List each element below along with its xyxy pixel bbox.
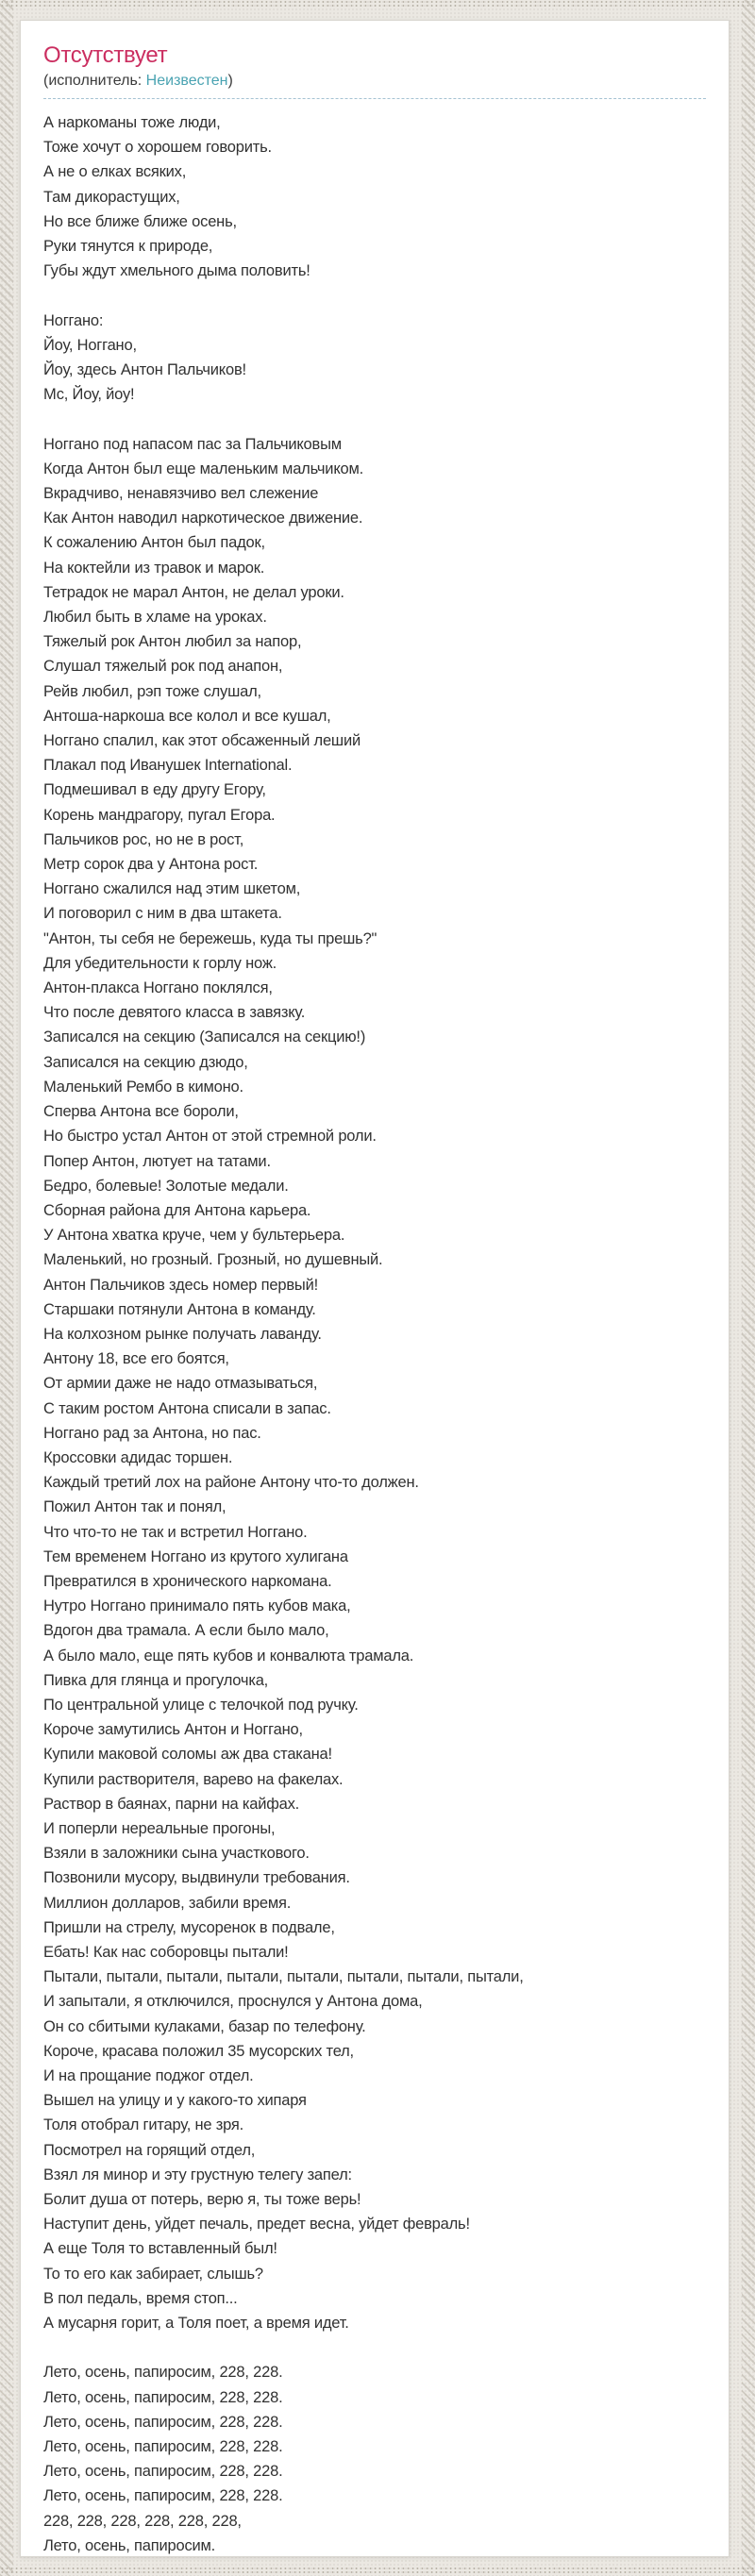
lyric-line: Рейв любил, рэп тоже слушал, (43, 682, 261, 700)
lyric-line: Но все ближе ближе осень, (43, 212, 237, 230)
lyric-line: Маленький, но грозный. Грозный, но душевный. (43, 1251, 383, 1269)
lyric-line: А не о елках всяких, (43, 163, 187, 181)
lyric-line: Пожил Антон так и понял, (43, 1498, 226, 1516)
texture-bottom-edge (0, 2567, 755, 2574)
lyric-line: Лето, осень, папиросим. (43, 2536, 216, 2554)
lyric-line: Антон Пальчиков здесь номер первый! (43, 1276, 318, 1294)
lyric-line: Любил быть в хламе на уроках. (43, 609, 267, 627)
lyric-line: Плакал под Иванушек International. (43, 757, 293, 775)
lyric-line: Болит душа от потерь, верю я, ты тоже верь! (43, 2191, 361, 2209)
lyric-line: Он со сбитыми кулаками, базар по телефону. (43, 2017, 366, 2035)
lyric-line: Как Антон наводил наркотическое движение. (43, 510, 363, 527)
performer-close-paren: ) (227, 73, 233, 89)
lyric-line: Пытали, пытали, пытали, пытали, пытали, пытали, пытали, пытали, (43, 1968, 524, 1986)
dotted-separator (43, 98, 706, 99)
lyric-line: А еще Толя то вставленный был! (43, 2240, 277, 2258)
lyric-line: И запытали, я отключился, проснулся у Антона дома, (43, 1993, 423, 2011)
lyric-line: Взял ля минор и эту грустную телегу запел: (43, 2166, 352, 2183)
lyric-line: Тоже хочут о хорошем говорить. (43, 139, 272, 157)
lyric-line: А мусарня горит, а Толя поет, а время идет. (43, 2315, 349, 2333)
lyric-line: Короче замутились Антон и Ноггано, (43, 1721, 303, 1739)
stanza (43, 2360, 706, 2558)
lyric-line: Что что-то не так и встретил Ноггано. (43, 1523, 308, 1541)
lyric-line: Взяли в заложники сына участкового. (43, 1845, 310, 1863)
texture-top-edge (0, 0, 755, 8)
lyric-line: По центральной улице с телочкой под ручку. (43, 1696, 359, 1714)
lyric-line: Тем временем Ноггано из крутого хулигана (43, 1547, 348, 1565)
lyrics-card (20, 20, 730, 2557)
lyric-line: Записался на секцию дзюдо, (43, 1053, 248, 1071)
lyric-line: Руки тянутся к природе, (43, 238, 213, 256)
lyric-line: Пришли на стрелу, мусоренок в подвале, (43, 1918, 335, 1936)
lyric-line: Корень мандрагору, пугал Егора. (43, 806, 276, 824)
lyric-line: Ноггано сжалился над этим шкетом, (43, 880, 301, 898)
lyric-line: Антон-плакса Ноггано поклялся, (43, 979, 273, 997)
lyric-line: Йоу, Ноггано, (43, 336, 137, 354)
lyric-line: "Антон, ты себя не бережешь, куда ты прешь?" (43, 929, 378, 947)
lyric-line: Лето, осень, папиросим, 228, 228. (43, 2463, 283, 2481)
lyric-line: Посмотрел на горящий отдел, (43, 2141, 256, 2159)
lyric-line: Тетрадок не марал Антон, не делал уроки. (43, 583, 344, 601)
lyric-line: А было мало, еще пять кубов и конвалюта трамала. (43, 1647, 414, 1664)
lyric-line: Лето, осень, папиросим, 228, 228. (43, 2438, 283, 2456)
lyric-line: Антону 18, все его боятся, (43, 1350, 229, 1368)
lyric-line: Ноггано: (43, 311, 104, 329)
lyric-line: От армии даже не надо отмазываться, (43, 1375, 318, 1393)
lyric-line: Вышел на улицу и у какого-то хипаря (43, 2092, 307, 2110)
lyric-line: Миллион долларов, забили время. (43, 1894, 292, 1912)
lyric-line: На коктейли из травок и марок. (43, 559, 265, 577)
lyric-line: Превратился в хронического наркомана. (43, 1572, 332, 1590)
lyric-line: Бедро, болевые! Золотые медали. (43, 1177, 289, 1195)
lyric-line: С таким ростом Антона списали в запас. (43, 1399, 331, 1417)
lyric-line: Пальчиков рос, но не в рост, (43, 830, 244, 848)
lyric-line: Попер Антон, лютует на татами. (43, 1152, 271, 1170)
lyric-line: Нутро Ноггано принимало пять кубов мака, (43, 1597, 351, 1615)
lyric-line: Лето, осень, папиросим, 228, 228. (43, 2388, 283, 2406)
lyric-line: Записался на секцию (Записался на секцию!) (43, 1029, 366, 1046)
lyric-line: Позвонили мусору, выдвинули требования. (43, 1869, 350, 1887)
lyric-line: Каждый третий лох на районе Антону что-то должен. (43, 1474, 419, 1492)
lyric-line: То то его как забирает, слышь? (43, 2265, 263, 2283)
lyric-line: Толя отобрал гитару, не зря. (43, 2116, 244, 2134)
lyric-line: Губы ждут хмельного дыма половить! (43, 262, 310, 280)
lyric-line: В пол педаль, время стоп... (43, 2289, 238, 2307)
lyric-line: И поговорил с ним в два штакета. (43, 905, 282, 923)
lyric-line: Лето, осень, папиросим, 228, 228. (43, 2487, 283, 2505)
performer-link[interactable]: Неизвестен (145, 73, 228, 89)
lyric-line: И на прощание поджог отдел. (43, 2067, 254, 2085)
lyric-line: Антоша-наркоша все колол и все кушал, (43, 707, 331, 725)
lyric-line: Кроссовки адидас торшен. (43, 1448, 233, 1466)
stanza (43, 309, 706, 408)
lyric-line: Подмешивал в еду другу Егору, (43, 781, 266, 799)
lyric-line: Слушал тяжелый рок под анапон, (43, 658, 283, 676)
lyric-line: А наркоманы тоже люди, (43, 114, 221, 131)
song-title: Отсутствует (43, 42, 168, 68)
lyric-line: Там дикорастущих, (43, 188, 180, 206)
lyric-line: Маленький Рембо в кимоно. (43, 1078, 243, 1096)
lyric-line: Йоу, здесь Антон Пальчиков! (43, 361, 246, 379)
lyric-line: Вкрадчиво, ненавязчиво вел слежение (43, 485, 319, 503)
lyric-line: Ноггано под напасом пас за Пальчиковым (43, 435, 342, 453)
lyric-line: Тяжелый рок Антон любил за напор, (43, 633, 302, 651)
lyric-line: Мс, Йоу, йоу! (43, 386, 135, 404)
lyric-line: Лето, осень, папиросим, 228, 228. (43, 2364, 283, 2382)
lyric-line: На колхозном рынке получать лаванду. (43, 1325, 322, 1343)
lyric-line: Купили маковой соломы аж два стакана! (43, 1746, 332, 1764)
lyric-line: Ебать! Как нас соборовцы пытали! (43, 1944, 289, 1961)
lyric-line: Что после девятого класса в завязку. (43, 1004, 306, 1022)
lyric-line: Ноггано рад за Антона, но пас. (43, 1424, 261, 1442)
lyric-line: Лето, осень, папиросим, 228, 228. (43, 2413, 283, 2431)
lyric-line: Старшаки потянули Антона в команду. (43, 1300, 316, 1318)
lyric-line: Для убедительности к горлу нож. (43, 954, 277, 972)
lyric-line: И поперли нереальные прогоны, (43, 1819, 276, 1837)
lyric-line: Купили растворителя, варево на факелах. (43, 1770, 344, 1788)
lyric-line: Сперва Антона все бороли, (43, 1103, 239, 1121)
lyric-line: 228, 228, 228, 228, 228, 228, (43, 2512, 242, 2530)
lyric-line: Короче, красава положил 35 мусорских тел, (43, 2042, 354, 2060)
lyric-line: Раствор в баянах, парни на кайфах. (43, 1795, 300, 1813)
lyric-line: Вдогон два трамала. А если было мало, (43, 1622, 329, 1640)
lyric-line: Пивка для глянца и прогулочка, (43, 1671, 269, 1689)
lyric-line: У Антона хватка круче, чем у бультерьера. (43, 1227, 345, 1245)
lyric-line: Но быстро устал Антон от этой стремной роли. (43, 1128, 377, 1146)
lyric-line: Наступит день, уйдет печаль, предет весна, уйдет февраль! (43, 2216, 470, 2233)
lyric-line: Метр сорок два у Антона рост. (43, 856, 259, 874)
lyric-line: К сожалению Антон был падок, (43, 534, 265, 552)
artist-line (43, 71, 706, 92)
stanza (43, 110, 706, 283)
lyric-line: Ноггано спалил, как этот обсаженный леший (43, 732, 361, 750)
lyric-line: Сборная района для Антона карьера. (43, 1201, 311, 1219)
lyric-line: Когда Антон был еще маленьким мальчиком. (43, 460, 364, 477)
performer-label: (исполнитель: (43, 73, 146, 89)
texture-right-edge (742, 0, 755, 2576)
lyrics-text (43, 110, 706, 2558)
texture-left-edge (0, 0, 13, 2576)
stanza (43, 432, 706, 2336)
